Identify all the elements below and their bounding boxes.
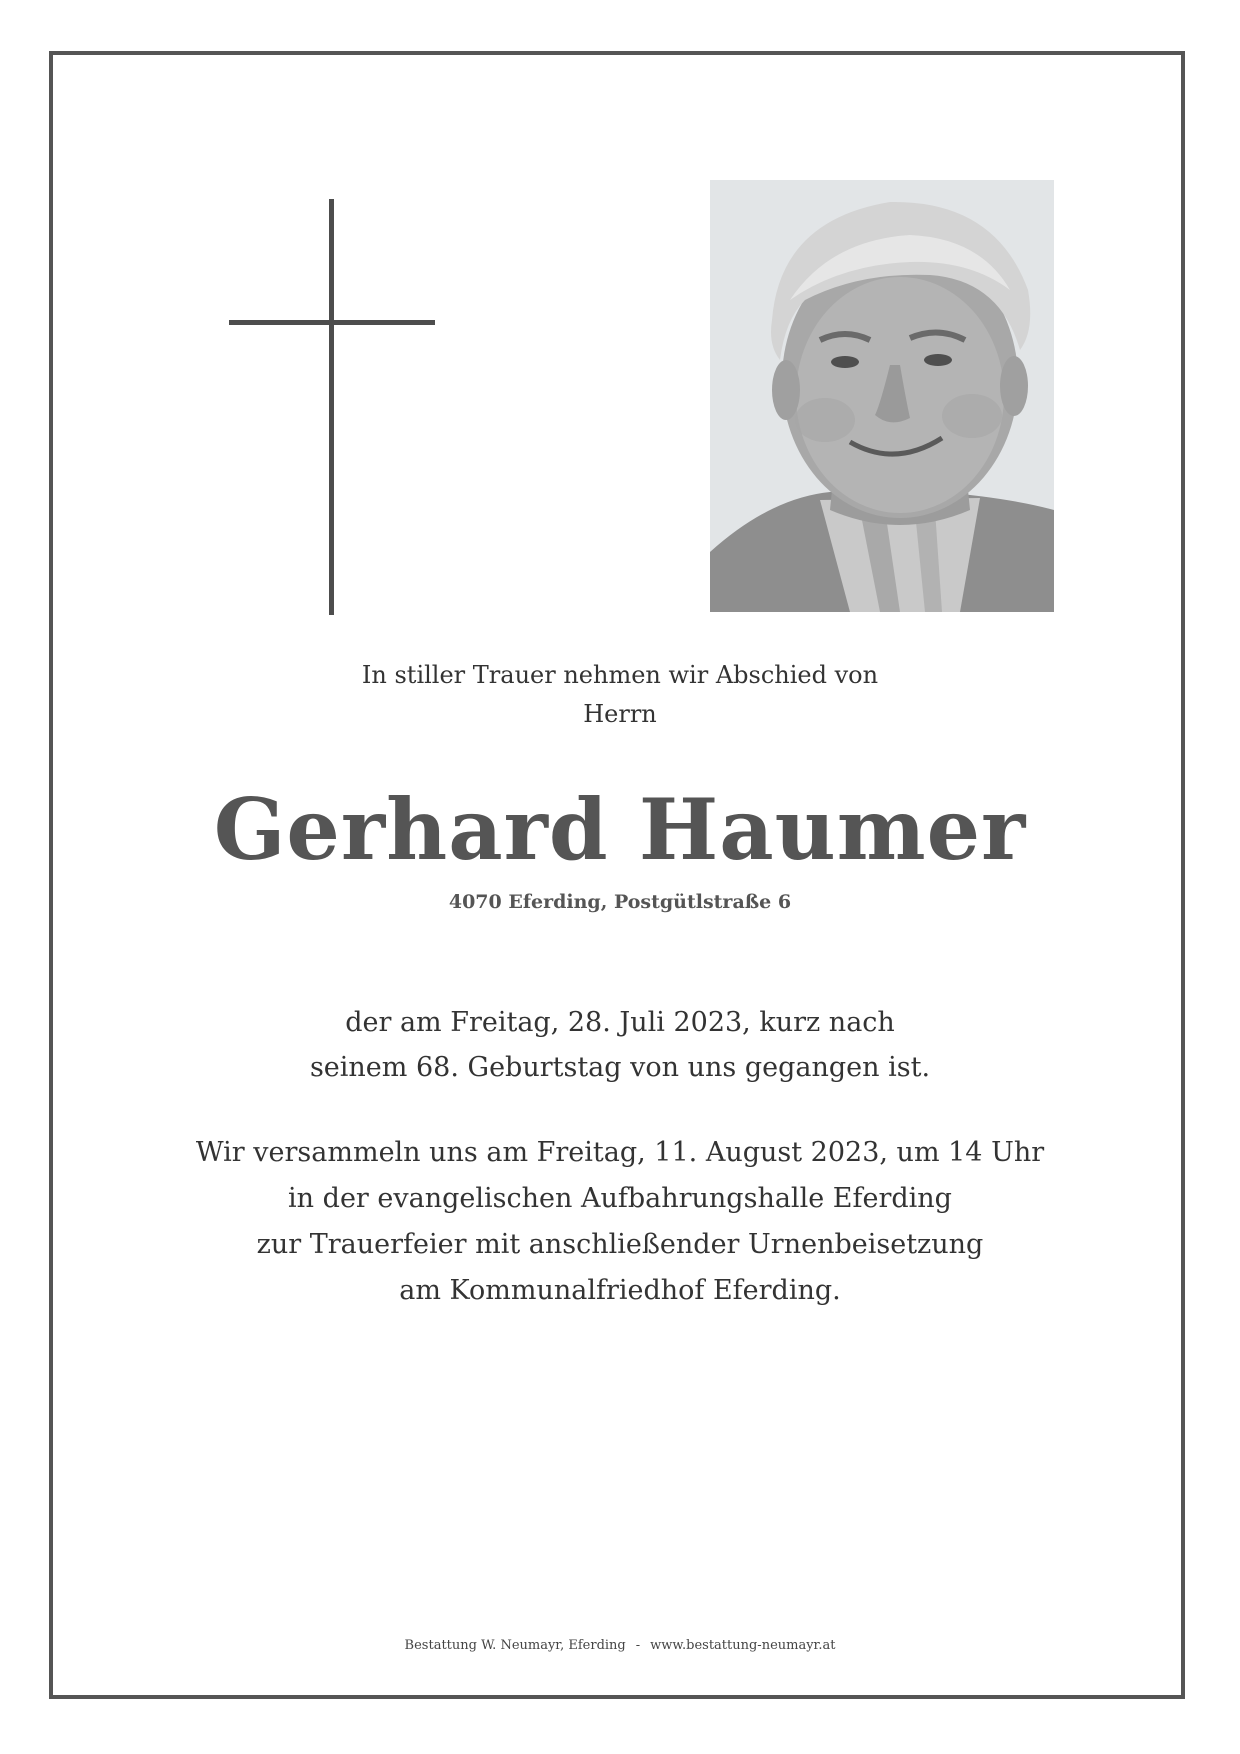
cross-vertical-bar <box>329 199 334 615</box>
ceremony-line-2: in der evangelischen Aufbahrungshalle Eferding <box>288 1183 952 1214</box>
death-notice-line-1: der am Freitag, 28. Juli 2023, kurz nach <box>345 1007 895 1038</box>
ceremony-line-4: am Kommunalfriedhof Eferding. <box>399 1275 841 1306</box>
deceased-address: 4070 Eferding, Postgütlstraße 6 <box>448 891 792 913</box>
death-notice-line-2: seinem 68. Geburtstag von uns gegangen ist. <box>309 1052 931 1083</box>
portrait-illustration <box>710 180 1054 612</box>
footer <box>0 1637 1240 1655</box>
cross-horizontal-bar <box>229 320 435 325</box>
ceremony-line-3: zur Trauerfeier mit anschließender Urnenbeisetzung <box>256 1229 984 1260</box>
ceremony-line-1: Wir versammeln uns am Freitag, 11. August 2023, um 14 Uhr <box>195 1137 1045 1168</box>
death-notice <box>0 1000 1240 1090</box>
intro-text <box>0 656 1240 734</box>
portrait-photo <box>710 180 1054 612</box>
footer-company: Bestattung W. Neumayr, Eferding <box>404 1638 626 1653</box>
intro-line-2: Herrn <box>583 700 657 728</box>
intro-line-1: In stiller Trauer nehmen wir Abschied von <box>361 661 879 689</box>
footer-separator: - <box>635 1638 641 1653</box>
footer-website-link[interactable]: www.bestattung-neumayr.at <box>650 1638 836 1653</box>
deceased-name: Gerhard Haumer <box>213 780 1027 879</box>
ceremony-info <box>0 1130 1240 1314</box>
